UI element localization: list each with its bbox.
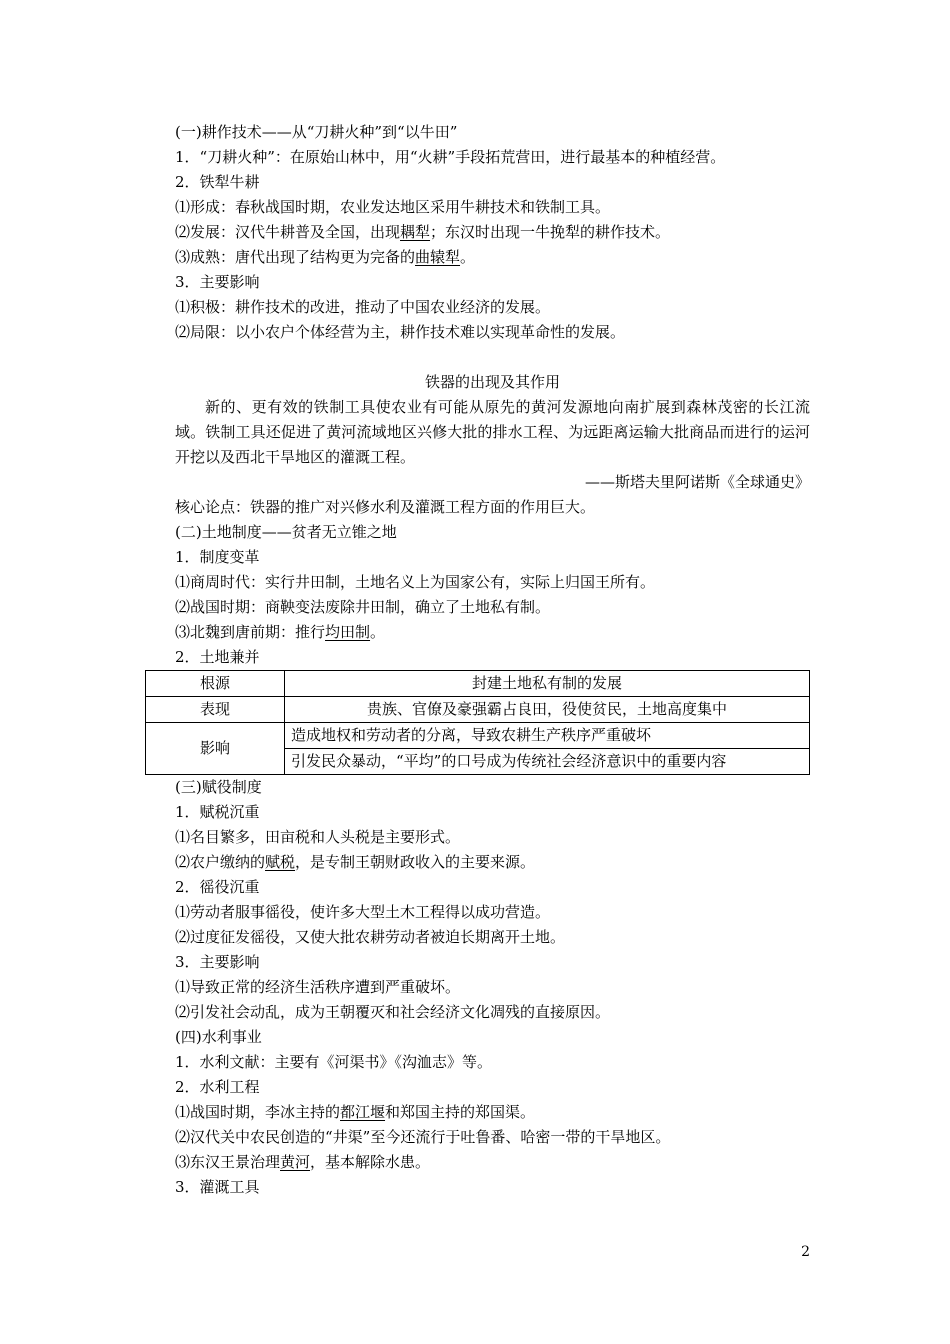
subheading: 3．灌溉工具 <box>175 1178 260 1196</box>
underlined-term: 均田制 <box>325 623 371 641</box>
text: 。 <box>460 248 476 266</box>
paragraph: ⑴积极：耕作技术的改进，推动了中国农业经济的发展。 <box>175 298 551 316</box>
section-heading-land: (二)土地制度——贫者无立锥之地 <box>175 523 397 541</box>
paragraph: ⑵汉代关中农民创造的“井渠”至今还流行于吐鲁番、哈密一带的干旱地区。 <box>175 1128 671 1146</box>
paragraph <box>175 245 810 270</box>
text: ，基本解除水患。 <box>310 1153 431 1171</box>
underlined-term: 黄河 <box>280 1153 311 1171</box>
table-cell-value: 贵族、官僚及豪强霸占良田，役使贫民，土地高度集中 <box>285 697 810 723</box>
subheading: 2．铁犁牛耕 <box>175 173 260 191</box>
underlined-term: 都江堰 <box>340 1103 386 1121</box>
paragraph: 1．“刀耕火种”：在原始山林中，用“火耕”手段拓荒营田，进行最基本的种植经营。 <box>175 148 726 166</box>
table-row <box>146 697 810 723</box>
paragraph: ⑵过度征发徭役，又使大批农耕劳动者被迫长期离开土地。 <box>175 928 566 946</box>
paragraph: ⑴导致正常的经济生活秩序遭到严重破坏。 <box>175 978 461 996</box>
text: ⑴战国时期，李冰主持的 <box>175 1103 341 1121</box>
core-argument: 核心论点：铁器的推广对兴修水利及灌溉工程方面的作用巨大。 <box>175 498 596 516</box>
paragraph: ⑵局限：以小农户个体经营为主，耕作技术难以实现革命性的发展。 <box>175 323 626 341</box>
excerpt-source: ——斯塔夫里阿诺斯《全球通史》 <box>584 473 810 491</box>
table-row <box>146 723 810 749</box>
table-row <box>146 671 810 697</box>
excerpt-title: 铁器的出现及其作用 <box>424 373 560 391</box>
page-number: 2 <box>801 1244 810 1260</box>
section-heading-tillage: (一)耕作技术——从“刀耕火种”到“以牛田” <box>175 123 458 141</box>
text: ⑵发展：汉代牛耕普及全国，出现 <box>175 223 401 241</box>
paragraph: ⑴劳动者服事徭役，使许多大型土木工程得以成功营造。 <box>175 903 551 921</box>
paragraph: ⑵战国时期：商鞅变法废除井田制，确立了土地私有制。 <box>175 598 551 616</box>
table-cell-label: 表现 <box>146 697 285 723</box>
subheading: 2．徭役沉重 <box>175 878 260 896</box>
subheading: 3．主要影响 <box>175 273 260 291</box>
text: ⑶东汉王景治理 <box>175 1153 281 1171</box>
section-heading-tax: (三)赋役制度 <box>175 778 262 796</box>
subheading: 1．赋税沉重 <box>175 803 260 821</box>
underlined-term: 赋税 <box>265 853 296 871</box>
document-body <box>175 120 810 1200</box>
text: 和郑国主持的郑国渠。 <box>385 1103 536 1121</box>
subheading: 2．水利工程 <box>175 1078 260 1096</box>
blank-line <box>175 345 810 370</box>
paragraph: 1．水利文献：主要有《河渠书》《沟洫志》等。 <box>175 1053 493 1071</box>
paragraph <box>175 1150 810 1175</box>
table-cell-value: 引发民众暴动，“平均”的口号成为传统社会经济意识中的重要内容 <box>285 749 810 775</box>
paragraph: ⑴名目繁多，田亩税和人头税是主要形式。 <box>175 828 461 846</box>
paragraph: ⑴形成：春秋战国时期，农业发达地区采用牛耕技术和铁制工具。 <box>175 198 611 216</box>
text: ；东汉时出现一牛挽犁的耕作技术。 <box>430 223 671 241</box>
paragraph <box>175 1100 810 1125</box>
paragraph: ⑵引发社会动乱，成为王朝覆灭和社会经济文化凋残的直接原因。 <box>175 1003 611 1021</box>
table-cell-value: 封建土地私有制的发展 <box>285 671 810 697</box>
paragraph <box>175 850 810 875</box>
underlined-term: 耦犁 <box>400 223 431 241</box>
table-cell-value: 造成地权和劳动者的分离，导致农耕生产秩序严重破坏 <box>285 723 810 749</box>
land-annexation-table <box>145 670 810 775</box>
paragraph <box>175 620 810 645</box>
text: ，是专制王朝财政收入的主要来源。 <box>295 853 536 871</box>
subheading: 1．制度变革 <box>175 548 260 566</box>
text: 。 <box>370 623 386 641</box>
excerpt-body: 新的、更有效的铁制工具使农业有可能从原先的黄河发源地向南扩展到森林茂密的长江流域。铁制工具还促进了黄河流域地区兴修大批的排水工程、为远距离运输大批商品而进行的运河开挖以及西北干旱地区的灌溉工程。 <box>175 398 810 466</box>
underlined-term: 曲辕犁 <box>415 248 461 266</box>
paragraph: ⑴商周时代：实行井田制，土地名义上为国家公有，实际上归国王所有。 <box>175 573 656 591</box>
paragraph <box>175 220 810 245</box>
table-cell-label: 影响 <box>146 723 285 775</box>
subheading: 2．土地兼并 <box>175 648 260 666</box>
subheading: 3．主要影响 <box>175 953 260 971</box>
text: ⑵农户缴纳的 <box>175 853 266 871</box>
section-heading-water: (四)水利事业 <box>175 1028 262 1046</box>
table-cell-label: 根源 <box>146 671 285 697</box>
text: ⑶北魏到唐前期：推行 <box>175 623 326 641</box>
text: ⑶成熟：唐代出现了结构更为完备的 <box>175 248 416 266</box>
